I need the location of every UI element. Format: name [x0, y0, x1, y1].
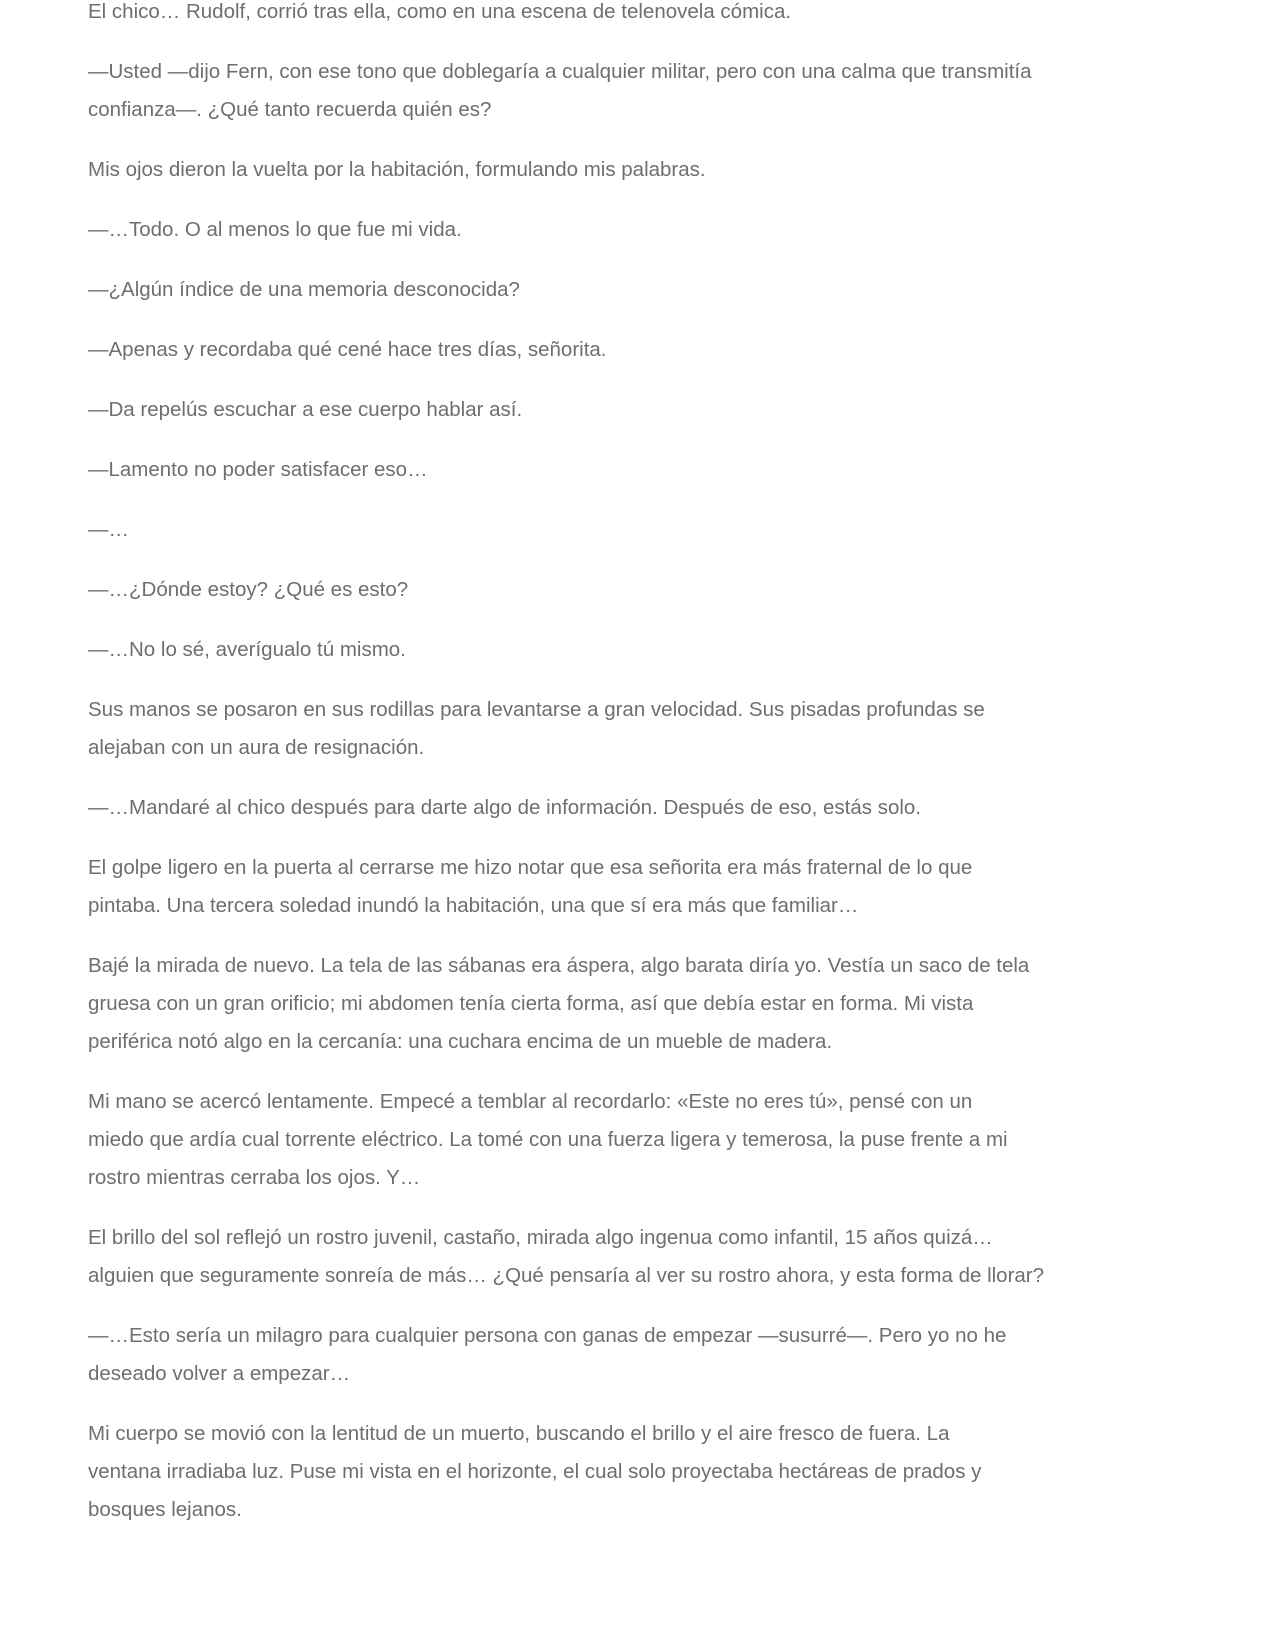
- paragraph: [88, 391, 1128, 429]
- paragraph: [88, 211, 1128, 249]
- paragraph: [88, 849, 1128, 925]
- text-line: periférica notó algo en la cercanía: una cuchara encima de un mueble de madera.: [88, 1030, 833, 1053]
- paragraph: [88, 511, 1128, 549]
- paragraph: [88, 1317, 1128, 1393]
- text-line: alejaban con un aura de resignación.: [88, 736, 425, 759]
- text-line: —…: [88, 518, 129, 541]
- paragraph: [88, 0, 1128, 31]
- text-line: Mi mano se acercó lentamente. Empecé a temblar al recordarlo: «Este no eres tú», pensé con un: [88, 1090, 973, 1113]
- text-line: ventana irradiaba luz. Puse mi vista en el horizonte, el cual solo proyectaba hectáreas de prados y: [88, 1460, 982, 1483]
- text-line: alguien que seguramente sonreía de más… ¿Qué pensaría al ver su rostro ahora, y esta forma de llorar?: [88, 1264, 1045, 1287]
- text-line: El golpe ligero en la puerta al cerrarse me hizo notar que esa señorita era más fraternal de lo que: [88, 856, 973, 879]
- text-line: —Apenas y recordaba qué cené hace tres días, señorita.: [88, 338, 607, 361]
- text-line: —¿Algún índice de una memoria desconocida?: [88, 278, 520, 301]
- text-line: Mis ojos dieron la vuelta por la habitación, formulando mis palabras.: [88, 158, 706, 181]
- paragraph: [88, 1219, 1128, 1295]
- text-line: bosques lejanos.: [88, 1498, 242, 1521]
- text-line: —…¿Dónde estoy? ¿Qué es esto?: [88, 578, 409, 601]
- paragraph: [88, 1415, 1128, 1529]
- text-line: deseado volver a empezar…: [88, 1362, 351, 1385]
- paragraph: [88, 331, 1128, 369]
- text-line: confianza—. ¿Qué tanto recuerda quién es?: [88, 98, 492, 121]
- text-line: —…Mandaré al chico después para darte algo de información. Después de eso, estás solo.: [88, 796, 922, 819]
- paragraph: [88, 631, 1128, 669]
- paragraph: [88, 53, 1128, 129]
- paragraph: [88, 451, 1128, 489]
- paragraph: [88, 789, 1128, 827]
- paragraph: [88, 271, 1128, 309]
- text-line: —Da repelús escuchar a ese cuerpo hablar así.: [88, 398, 523, 421]
- text-line: gruesa con un gran orificio; mi abdomen tenía cierta forma, así que debía estar en forma. Mi vista: [88, 992, 974, 1015]
- text-line: Mi cuerpo se movió con la lentitud de un muerto, buscando el brillo y el aire fresco de fuera. La: [88, 1422, 950, 1445]
- text-line: —…Todo. O al menos lo que fue mi vida.: [88, 218, 462, 241]
- text-line: El brillo del sol reflejó un rostro juvenil, castaño, mirada algo ingenua como infantil, 15 años quizá…: [88, 1226, 993, 1249]
- text-line: —Lamento no poder satisfacer eso…: [88, 458, 428, 481]
- document-body: [88, 0, 1128, 1551]
- text-line: —Usted —dijo Fern, con ese tono que doblegaría a cualquier militar, pero con una calma que transmitía: [88, 60, 1032, 83]
- paragraph: [88, 691, 1128, 767]
- text-line: Sus manos se posaron en sus rodillas para levantarse a gran velocidad. Sus pisadas profundas se: [88, 698, 985, 721]
- text-line: miedo que ardía cual torrente eléctrico. La tomé con una fuerza ligera y temerosa, la puse frente a mi: [88, 1128, 1008, 1151]
- text-line: Bajé la mirada de nuevo. La tela de las sábanas era áspera, algo barata diría yo. Vestía un saco de tela: [88, 954, 1030, 977]
- text-line: rostro mientras cerraba los ojos. Y…: [88, 1166, 421, 1189]
- paragraph: [88, 947, 1128, 1061]
- paragraph: [88, 151, 1128, 189]
- text-line: El chico… Rudolf, corrió tras ella, como en una escena de telenovela cómica.: [88, 0, 792, 23]
- paragraph: [88, 571, 1128, 609]
- text-line: —…Esto sería un milagro para cualquier persona con ganas de empezar —susurré—. Pero yo no he: [88, 1324, 1007, 1347]
- text-line: —…No lo sé, averígualo tú mismo.: [88, 638, 406, 661]
- text-line: pintaba. Una tercera soledad inundó la habitación, una que sí era más que familiar…: [88, 894, 859, 917]
- paragraph: [88, 1083, 1128, 1197]
